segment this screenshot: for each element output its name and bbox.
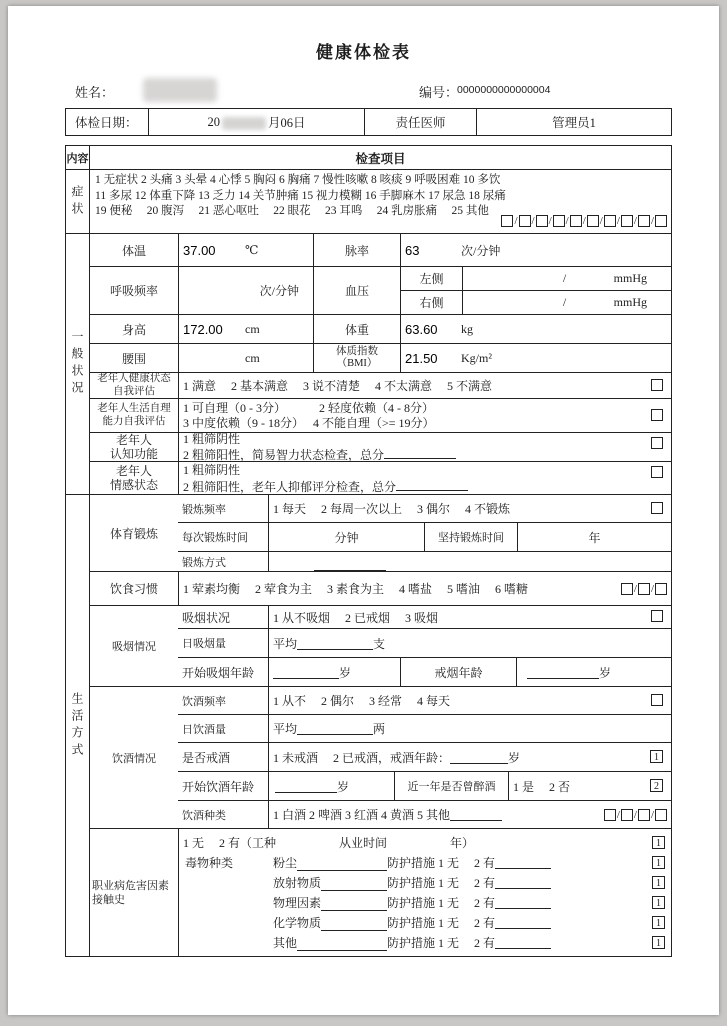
toxin-checkbox[interactable]: 1 <box>652 876 665 889</box>
symptoms-section-label: 症状 <box>66 170 90 233</box>
elderly-cognition-options <box>178 433 671 461</box>
symptoms-checkbox-group[interactable] <box>501 214 667 230</box>
drinking-start-cell: 岁 <box>268 772 394 800</box>
drinking-quit-cell: 1 未戒酒 2 已戒酒，戒酒年龄： 岁 1 <box>268 743 671 771</box>
drinking-drunk-cell: 1 是 2 否 2 <box>508 772 671 800</box>
protect-label: 防护措施 1 无 2 有 <box>387 936 496 951</box>
smoking-start-cell: 岁 <box>268 658 400 686</box>
checkbox-separator: / <box>599 214 603 227</box>
checkbox-separator: / <box>616 808 620 821</box>
protect-blank[interactable] <box>495 876 551 889</box>
toxin-blank[interactable] <box>321 878 387 891</box>
elderly-adl-options <box>178 399 671 432</box>
bmi-label: 体质指数 （BMI） <box>313 344 400 372</box>
number-value: 0000000000000004 <box>457 84 551 96</box>
elderly-health-self-checkbox[interactable] <box>651 379 663 391</box>
height-unit: cm <box>245 321 260 336</box>
waist-cell <box>178 344 313 372</box>
exercise-duration-unit: 分钟 <box>268 523 424 551</box>
drinking-start-blank[interactable] <box>275 780 337 793</box>
checkbox-separator: / <box>616 214 620 227</box>
name-value-redacted <box>143 78 217 102</box>
elderly-emotion-row <box>90 461 671 494</box>
bmi-unit: Kg/m² <box>461 350 492 365</box>
exercise-way-row <box>178 551 671 571</box>
smoking-amount-blank[interactable] <box>297 637 373 650</box>
smoking-group <box>90 605 671 686</box>
smoking-amount-row <box>178 628 671 657</box>
occupational-content <box>178 829 671 956</box>
drinking-drunk-label: 近一年是否曾醉酒 <box>394 772 508 800</box>
elderly-emotion-checkbox[interactable] <box>651 466 663 478</box>
protect-blank[interactable] <box>495 896 551 909</box>
drinking-kind-checkbox-group[interactable] <box>604 809 667 821</box>
toxin-blank[interactable] <box>297 938 387 951</box>
drinking-kind-other-blank[interactable] <box>450 808 502 821</box>
protect-blank[interactable] <box>495 936 551 949</box>
cognition-score-blank[interactable] <box>384 446 456 459</box>
toxin-checkbox[interactable]: 1 <box>652 936 665 949</box>
exercise-persist-unit: 年 <box>517 523 671 551</box>
smoking-status-options: 1 从不吸烟 2 已戒烟 3 吸烟 <box>268 606 671 628</box>
waist-label: 腰围 <box>121 351 146 366</box>
exercise-freq-row <box>178 495 671 522</box>
occupational-head-line: 1 无 2 有（工种 从业时间 年） 1 <box>183 832 667 852</box>
weight-cell <box>400 315 671 343</box>
check-items-header: 检查项目 <box>355 151 406 166</box>
content-column-header: 内容 <box>66 146 90 169</box>
symptoms-line-3: 19 便秘 20 腹泻 21 恶心呕吐 22 眼花 23 耳鸣 24 乳房胀痛 25 其他 <box>95 205 489 217</box>
checkbox[interactable] <box>655 809 667 821</box>
smoking-start-label: 开始吸烟年龄 <box>182 665 255 680</box>
weight-unit: kg <box>461 321 473 336</box>
drinking-amount-blank[interactable] <box>297 722 373 735</box>
checkbox-separator: / <box>633 582 637 595</box>
height-weight-row <box>90 314 671 343</box>
symptoms-line-2: 11 多尿 12 体重下降 13 乏力 14 关节肿痛 15 视力模糊 16 手脚麻木 17 尿急 18 尿痛 <box>95 189 506 202</box>
respiration-cell <box>178 267 313 314</box>
protect-label: 防护措施 1 无 2 有 <box>387 855 496 870</box>
protect-label: 防护措施 1 无 2 有 <box>387 916 496 931</box>
bp-right-unit: mmHg <box>613 295 647 309</box>
checkbox-separator: / <box>650 582 654 595</box>
bp-right-slash: / <box>562 295 567 309</box>
occupational-toxin-row <box>183 852 667 872</box>
toxin-name-cell: 其他 <box>273 934 387 951</box>
elderly-emotion-label: 老年人 情感状态 <box>109 464 158 492</box>
checkbox-separator: / <box>582 214 586 227</box>
exam-date-redacted <box>222 117 266 130</box>
occupational-group <box>90 828 671 956</box>
checkbox[interactable] <box>638 583 650 595</box>
drinking-group-label: 饮酒情况 <box>112 752 156 765</box>
elderly-adl-label: 老年人生活自理 能力自我评估 <box>97 403 171 427</box>
checkbox[interactable] <box>638 809 650 821</box>
elderly-adl-checkbox[interactable] <box>651 409 663 421</box>
exercise-duration-row <box>178 522 671 551</box>
doctor-label: 责任医师 <box>364 109 476 135</box>
occupational-toxin-row <box>183 893 667 913</box>
occupational-toxin-row <box>183 872 667 892</box>
exercise-freq-options: 1 每天 2 每周一次以上 3 偶尔 4 不锻炼 <box>268 495 671 522</box>
pulse-unit: 次/分钟 <box>461 243 501 258</box>
smoking-status-checkbox[interactable] <box>651 610 663 622</box>
toxin-name-cell: 物理因素 <box>273 894 387 911</box>
doctor-value: 管理员1 <box>476 109 671 135</box>
pulse-label: 脉率 <box>313 234 400 266</box>
smoking-quit-cell: 岁 <box>516 658 671 686</box>
smoking-status-label: 吸烟状况 <box>182 610 231 625</box>
form-title: 健康体检表 <box>316 43 411 62</box>
height-cell <box>178 315 313 343</box>
drinking-freq-row <box>178 687 671 714</box>
elderly-cognition-label: 老年人 认知功能 <box>109 433 158 461</box>
lifestyle-section-label: 生活方式 <box>66 495 90 956</box>
toxin-name-cell: 化学物质 <box>273 914 387 931</box>
drinking-freq-options: 1 从不 2 偶尔 3 经常 4 每天 <box>268 687 671 714</box>
symptoms-content <box>90 170 671 233</box>
elderly-health-self-options: 1 满意 2 基本满意 3 说不清楚 4 不太满意 5 不满意 <box>178 373 671 398</box>
respiration-label: 呼吸频率 <box>109 284 158 298</box>
checkbox-separator: / <box>565 214 569 227</box>
exam-date-suffix: 月06日 <box>267 116 306 130</box>
number-label: 编号： <box>419 85 459 100</box>
waist-bmi-row <box>90 343 671 372</box>
temperature-cell <box>178 234 313 266</box>
bp-right-label: 右侧 <box>401 291 463 314</box>
exercise-duration-label: 每次锻炼时间 <box>182 532 248 544</box>
checkbox[interactable] <box>570 215 582 227</box>
exercise-way-blank[interactable] <box>314 556 386 571</box>
checkbox-separator: / <box>633 214 637 227</box>
height-label: 身高 <box>121 322 146 337</box>
pulse-value: 63 <box>405 242 420 258</box>
table-header-row <box>66 146 671 169</box>
exam-date-label: 体检日期： <box>75 116 138 130</box>
drinking-start-row <box>178 771 671 800</box>
waist-unit: cm <box>245 350 260 365</box>
protect-blank[interactable] <box>495 916 551 929</box>
elderly-cognition-checkbox[interactable] <box>651 437 663 449</box>
elderly-health-self-row <box>90 372 671 398</box>
drinking-kind-label: 饮酒种类 <box>182 809 226 822</box>
name-label: 姓名： <box>75 85 115 100</box>
drinking-freq-checkbox[interactable] <box>651 694 663 706</box>
toxin-checkbox[interactable]: 1 <box>652 916 665 929</box>
bp-label: 血压 <box>313 267 400 314</box>
smoking-amount-label: 日吸烟量 <box>182 638 226 650</box>
lifestyle-section <box>66 494 671 956</box>
drinking-amount-cell: 平均 两 <box>268 715 671 742</box>
smoking-age-row <box>178 657 671 686</box>
elderly-adl-line-1: 1 可自理（0 - 3分） 2 轻度依赖（4 - 8分） <box>183 400 434 415</box>
weight-value: 63.60 <box>405 321 438 337</box>
diet-options: 1 荤素均衡 2 荤食为主 3 素食为主 4 嗜盐 5 嗜油 6 嗜糖 / / <box>178 572 671 605</box>
diet-row <box>90 571 671 605</box>
drinking-quit-age-blank[interactable] <box>450 751 508 764</box>
toxin-type-label: 毒物种类 <box>185 855 234 870</box>
exercise-way-label: 锻炼方式 <box>182 556 226 569</box>
checkbox-separator: / <box>531 214 535 227</box>
general-status-section-label: 一般状况 <box>66 234 90 494</box>
drinking-kind-cell: 1 白酒 2 啤酒 3 红酒 4 黄酒 5 其他 / / / <box>268 801 671 828</box>
bp-right-row <box>401 290 671 314</box>
checkbox-separator: / <box>633 808 637 821</box>
drinking-quit-row <box>178 742 671 771</box>
checkbox-separator: / <box>548 214 552 227</box>
exercise-group-label: 体育锻炼 <box>109 526 158 541</box>
checkbox[interactable] <box>621 583 633 595</box>
checkbox-separator: / <box>514 214 518 227</box>
exam-date-value <box>148 109 364 135</box>
exam-form-table <box>65 145 672 957</box>
checkbox-separator: / <box>650 214 654 227</box>
elderly-health-self-label: 老年人健康状态 自我评估 <box>97 373 171 397</box>
symptoms-section <box>66 169 671 233</box>
cognition-line-2: 2 粗筛阳性，简易智力状态检查，总分 <box>183 446 456 462</box>
elderly-adl-line-2: 3 中度依赖（9 - 18分） 4 不能自理（>= 19分） <box>183 415 435 430</box>
cognition-line-1: 1 粗筛阴性 <box>183 432 241 446</box>
smoking-amount-cell: 平均 支 <box>268 629 671 657</box>
checkbox[interactable] <box>621 809 633 821</box>
toxin-blank[interactable] <box>297 858 387 871</box>
checkbox[interactable] <box>536 215 548 227</box>
exam-info-table <box>65 108 672 136</box>
drinking-drunk-checkbox[interactable]: 2 <box>650 779 663 792</box>
symptoms-line-1: 1 无症状 2 头痛 3 头晕 4 心悸 5 胸闷 6 胸痛 7 慢性咳嗽 8 咳痰 9 呼吸困难 10 多饮 <box>95 174 501 186</box>
height-value: 172.00 <box>183 321 223 337</box>
temp-pulse-row <box>90 234 671 266</box>
checkbox[interactable] <box>604 809 616 821</box>
smoking-quit-label: 戒烟年龄 <box>400 658 516 686</box>
occupational-label: 职业病危害因素 接触史 <box>92 879 169 906</box>
bmi-cell <box>400 344 671 372</box>
toxin-checkbox[interactable]: 1 <box>652 856 665 869</box>
temperature-unit: ℃ <box>245 242 259 257</box>
checkbox[interactable] <box>587 215 599 227</box>
drinking-amount-label: 日饮酒量 <box>182 723 226 736</box>
toxin-checkbox[interactable]: 1 <box>652 896 665 909</box>
bp-right-value <box>463 291 671 314</box>
checkbox[interactable] <box>604 215 616 227</box>
drinking-kind-row <box>178 800 671 828</box>
exercise-way-cell <box>268 552 671 571</box>
checkbox[interactable] <box>501 215 513 227</box>
drinking-quit-checkbox[interactable]: 1 <box>650 750 663 763</box>
weight-label: 体重 <box>313 315 400 343</box>
smoking-quit-blank[interactable] <box>527 666 599 679</box>
elderly-emotion-options <box>178 462 671 494</box>
protect-label: 防护措施 1 无 2 有 <box>387 875 496 890</box>
elderly-adl-row <box>90 398 671 432</box>
occupational-head-checkbox[interactable]: 1 <box>652 836 665 849</box>
exercise-freq-checkbox[interactable] <box>651 502 663 514</box>
resp-bp-row <box>90 266 671 314</box>
checkbox[interactable] <box>655 583 667 595</box>
checkbox[interactable] <box>553 215 565 227</box>
bp-left-value <box>463 267 671 290</box>
bp-left-unit: mmHg <box>613 271 647 285</box>
general-status-section <box>66 233 671 494</box>
checkbox-separator: / <box>650 808 654 821</box>
exam-date-prefix: 20 <box>207 114 220 129</box>
smoking-start-blank[interactable] <box>273 666 339 679</box>
drinking-start-label: 开始饮酒年龄 <box>182 779 255 794</box>
drinking-amount-row <box>178 714 671 742</box>
bp-left-row <box>401 267 671 290</box>
toxin-name-cell: 放射物质 <box>273 874 387 891</box>
bp-left-label: 左侧 <box>401 267 463 290</box>
exercise-freq-label: 锻炼频率 <box>182 503 226 516</box>
toxin-name-cell: 粉尘 <box>273 854 387 871</box>
protect-label: 防护措施 1 无 2 有 <box>387 896 496 911</box>
checkbox[interactable] <box>655 215 667 227</box>
checkbox[interactable] <box>519 215 531 227</box>
diet-label: 饮食习惯 <box>109 582 158 596</box>
name-number-row <box>0 80 727 104</box>
checkbox[interactable] <box>638 215 650 227</box>
toxin-blank[interactable] <box>321 918 387 931</box>
bp-left-slash: / <box>562 271 567 285</box>
bmi-value: 21.50 <box>405 350 438 366</box>
protect-blank[interactable] <box>495 856 551 869</box>
smoking-group-label: 吸烟情况 <box>112 641 156 653</box>
temperature-label: 体温 <box>121 243 146 258</box>
emotion-line-2: 2 粗筛阳性，老年人抑郁评分检查，总分 <box>183 478 468 495</box>
smoking-status-row <box>178 606 671 628</box>
toxin-blank[interactable] <box>321 898 387 911</box>
exercise-group <box>90 495 671 571</box>
pulse-cell <box>400 234 671 266</box>
diet-checkbox-group[interactable] <box>621 583 667 595</box>
drinking-group <box>90 686 671 828</box>
drinking-freq-label: 饮酒频率 <box>182 695 226 708</box>
occupational-toxin-row <box>183 913 667 933</box>
emotion-line-1: 1 粗筛阴性 <box>183 462 241 477</box>
elderly-cognition-row <box>90 432 671 461</box>
emotion-score-blank[interactable] <box>396 478 468 491</box>
drinking-quit-label: 是否戒酒 <box>182 750 231 765</box>
respiration-unit: 次/分钟 <box>259 284 299 298</box>
exercise-persist-label: 坚持锻炼时间 <box>424 523 517 551</box>
checkbox[interactable] <box>621 215 633 227</box>
occupational-toxin-row <box>183 933 667 953</box>
temperature-value: 37.00 <box>183 242 216 258</box>
bp-cell <box>400 267 671 314</box>
